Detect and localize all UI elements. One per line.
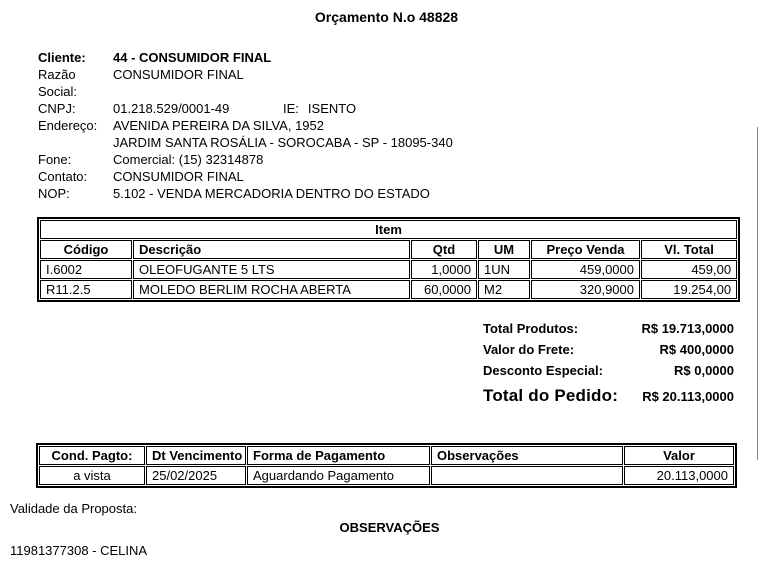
total-pedido-label: Total do Pedido: xyxy=(483,386,619,405)
client-row-endereco-2 xyxy=(38,134,698,151)
contato-value: CONSUMIDOR FINAL xyxy=(113,169,244,184)
col-header-preco-venda: Preço Venda xyxy=(531,240,640,259)
page-title: Orçamento N.o 48828 xyxy=(314,9,459,25)
payment-table xyxy=(36,443,737,488)
payment-observacoes xyxy=(431,466,623,485)
frame-edge-line xyxy=(757,127,758,460)
payment-dt-vencimento: 25/02/2025 xyxy=(146,466,246,485)
client-info-block xyxy=(38,49,698,202)
col-header-valor: Valor xyxy=(624,446,734,465)
payment-cond-pagto: a vista xyxy=(39,466,145,485)
valor-frete-value: R$ 400,0000 xyxy=(659,342,734,357)
desconto-especial-row xyxy=(483,363,734,384)
item-table-caption-row xyxy=(40,220,737,239)
item-1-codigo: I.6002 xyxy=(40,260,132,279)
totals-block xyxy=(483,321,734,408)
client-row-nop xyxy=(38,185,698,202)
fone-label: Fone: xyxy=(38,152,72,167)
desconto-especial-label: Desconto Especial: xyxy=(483,363,603,378)
item-1-preco-venda: 459,0000 xyxy=(531,260,640,279)
total-pedido-value: R$ 20.113,0000 xyxy=(642,388,734,404)
fone-value: Comercial: (15) 32314878 xyxy=(113,152,264,167)
col-header-descricao: Descrição xyxy=(133,240,410,259)
client-row-endereco xyxy=(38,117,698,134)
item-1-vl-total: 459,00 xyxy=(641,260,737,279)
nop-label: NOP: xyxy=(38,186,70,201)
desconto-especial-value: R$ 0,0000 xyxy=(674,363,734,378)
payment-table-header-row xyxy=(39,446,734,465)
cnpj-value: 01.218.529/0001-49 xyxy=(113,101,230,116)
razao-social-value: CONSUMIDOR FINAL xyxy=(113,67,244,82)
total-produtos-value: R$ 19.713,0000 xyxy=(641,321,734,336)
ie-field xyxy=(283,100,356,117)
ie-value: ISENTO xyxy=(307,101,357,116)
item-1-qtd: 1,0000 xyxy=(411,260,477,279)
col-header-um: UM xyxy=(478,240,530,259)
col-header-cond-pagto: Cond. Pagto: xyxy=(39,446,145,465)
item-2-qtd: 60,0000 xyxy=(411,280,477,299)
col-header-codigo: Código xyxy=(40,240,132,259)
endereco-value-line1: AVENIDA PEREIRA DA SILVA, 1952 xyxy=(113,118,324,133)
table-row xyxy=(39,466,734,485)
col-header-forma-pagamento: Forma de Pagamento xyxy=(247,446,430,465)
client-row-cnpj xyxy=(38,100,698,117)
col-header-dt-vencimento: Dt Vencimento xyxy=(146,446,246,465)
endereco-label: Endereço: xyxy=(38,118,98,133)
contato-label: Contato: xyxy=(38,169,88,184)
table-row xyxy=(40,260,737,279)
item-table-header-row xyxy=(40,240,737,259)
item-table xyxy=(37,217,740,302)
valor-frete-label: Valor do Frete: xyxy=(483,342,575,357)
total-produtos-label: Total Produtos: xyxy=(483,321,579,336)
ie-label: IE: xyxy=(283,101,299,116)
total-pedido-row xyxy=(483,384,734,408)
client-row-cliente xyxy=(38,49,698,66)
col-header-observacoes: Observações xyxy=(431,446,623,465)
cliente-label: Cliente: xyxy=(38,50,86,65)
endereco-value-line2: JARDIM SANTA ROSÁLIA - SOROCABA - SP - 18095-340 xyxy=(113,135,453,150)
item-1-um: 1UN xyxy=(478,260,530,279)
item-2-vl-total: 19.254,00 xyxy=(641,280,737,299)
validade-proposta-label: Validade da Proposta: xyxy=(10,501,137,516)
cliente-value: 44 - CONSUMIDOR FINAL xyxy=(113,50,272,65)
client-row-fone xyxy=(38,151,698,168)
item-2-preco-venda: 320,9000 xyxy=(531,280,640,299)
payment-valor: 20.113,0000 xyxy=(624,466,734,485)
total-produtos-row xyxy=(483,321,734,342)
item-1-descricao: OLEOFUGANTE 5 LTS xyxy=(133,260,410,279)
col-header-qtd: Qtd xyxy=(411,240,477,259)
valor-frete-row xyxy=(483,342,734,363)
item-table-caption: Item xyxy=(40,220,737,239)
col-header-vl-total: Vl. Total xyxy=(641,240,737,259)
razao-social-label: Razão Social: xyxy=(38,67,78,99)
cnpj-label: CNPJ: xyxy=(38,101,76,116)
contact-line: 11981377308 - CELINA xyxy=(10,543,148,558)
nop-value: 5.102 - VENDA MERCADORIA DENTRO DO ESTADO xyxy=(113,186,430,201)
client-row-razao-social xyxy=(38,66,698,100)
payment-forma-pagamento: Aguardando Pagamento xyxy=(247,466,430,485)
item-2-descricao: MOLEDO BERLIM ROCHA ABERTA xyxy=(133,280,410,299)
table-row xyxy=(40,280,737,299)
item-2-um: M2 xyxy=(478,280,530,299)
observacoes-title: OBSERVAÇÕES xyxy=(339,520,440,535)
item-2-codigo: R11.2.5 xyxy=(40,280,132,299)
client-row-contato xyxy=(38,168,698,185)
